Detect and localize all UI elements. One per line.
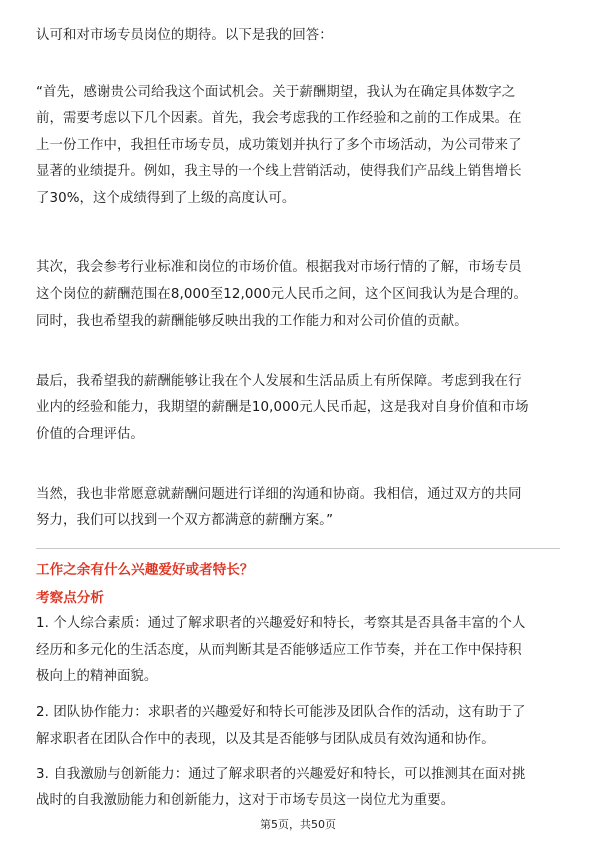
paragraph-line: “首先，感谢贵公司给我这个面试机会。关于薪酬期望，我认为在确定具体数字之 (36, 85, 516, 100)
question-title: 工作之余有什么兴趣爱好或者特长？ (36, 562, 254, 578)
paragraph-line: 前，需要考虑以下几个因素。首先，我会考虑我的工作经验和之前的工作成果。在 (36, 111, 522, 126)
paragraph-line: 显著的业绩提升。例如，我主导的一个线上营销活动，使得我们产品线上销售增长 (36, 164, 522, 179)
point-line: 极向上的精神面貌。 (36, 669, 158, 684)
intro-line: 认可和对市场专员岗位的期待。以下是我的回答： (36, 28, 333, 43)
point-line: 3. 自我激励与创新能力：通过了解求职者的兴趣爱好和特长，可以推测其在面对挑 (36, 767, 526, 782)
paragraph-line: 最后，我希望我的薪酬能够让我在个人发展和生活品质上有所保障。考虑到我在行 (36, 374, 522, 389)
paragraph-line: 其次，我会参考行业标准和岗位的市场价值。根据我对市场行情的了解，市场专员 (36, 260, 522, 275)
page-number: 第5页，共50页 (260, 818, 336, 831)
point-line: 经历和多元化的生活态度，从而判断其是否能够适应工作节奏，并在工作中保持积 (36, 643, 522, 658)
paragraph-line: 业内的经验和能力，我期望的薪酬是10,000元人民币起，这是我对自身价值和市场 (36, 400, 529, 415)
point-line: 战时的自我激励能力和创新能力，这对于市场专员这一岗位尤为重要。 (36, 793, 455, 808)
paragraph-line: 同时，我也希望我的薪酬能够反映出我的工作能力和对公司价值的贡献。 (36, 314, 468, 329)
paragraph-line: 上一份工作中，我担任市场专员，成功策划并执行了多个市场活动，为公司带来了 (36, 138, 522, 153)
paragraph-line: 了30%，这个成绩得到了上级的高度认可。 (36, 191, 296, 206)
point-line: 2. 团队协作能力：求职者的兴趣爱好和特长可能涉及团队合作的活动，这有助于了 (36, 705, 526, 720)
paragraph-line: 这个岗位的薪酬范围在8,000至12,000元人民币之间，这个区间我认为是合理的。 (36, 287, 528, 302)
paragraph-line: 努力，我们可以找到一个双方都满意的薪酬方案。” (36, 513, 334, 528)
point-line: 1. 个人综合素质：通过了解求职者的兴趣爱好和特长，考察其是否具备丰富的个人 (36, 616, 526, 631)
analysis-heading: 考察点分析 (36, 590, 104, 606)
section-divider (36, 548, 560, 549)
paragraph-line: 价值的合理评估。 (36, 427, 144, 442)
paragraph-line: 当然，我也非常愿意就薪酬问题进行详细的沟通和协商。我相信，通过双方的共同 (36, 487, 522, 502)
point-line: 解求职者在团队合作中的表现，以及其是否能够与团队成员有效沟通和协作。 (36, 732, 495, 747)
document-page (36, 0, 560, 842)
